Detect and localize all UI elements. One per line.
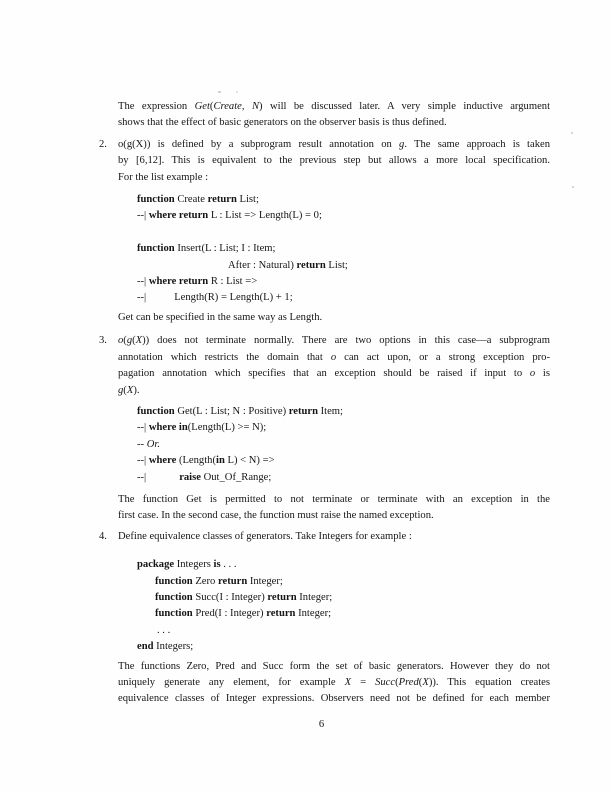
text-line: . . . — [157, 624, 171, 636]
text-line: annotation which restricts the domain that o can act upon, or a strong exception pro- — [118, 351, 550, 363]
list-item-4 — [99, 529, 550, 545]
document-body — [99, 99, 551, 708]
text-line: function Get(L : List; N : Positive) return Item; — [137, 405, 343, 417]
text-line: --| where return R : List => — [137, 276, 258, 288]
list-item-marker: 4. — [99, 530, 107, 542]
text-line: The functions Zero, Pred and Succ form the set of basic generators. However they do not — [118, 660, 550, 672]
text-line: --| raise Out_Of_Range; — [137, 471, 272, 483]
text-line: package Integers is . . . — [137, 559, 237, 571]
text-line: --| Length(R) = Length(L) + 1; — [137, 292, 293, 304]
text-line: The expression Get(Create, N) will be discussed later. A very simple inductive argument — [118, 101, 551, 112]
text-line: first case. In the second case, the function must raise the named exception. — [118, 510, 434, 522]
text-line: Get can be specified in the same way as Length. — [118, 311, 323, 323]
text-line: function Succ(I : Integer) return Integer; — [155, 591, 333, 603]
list-item-marker: 2. — [99, 138, 107, 150]
text-line: --| where (Length(in L) < N) => — [137, 455, 275, 467]
text-line: function Zero return Integer; — [155, 575, 283, 587]
text-line: function Insert(L : List; I : Item; — [137, 243, 276, 255]
text-line: uniquely generate any element, for example X = Succ(Pred(X)). This equation creates — [118, 677, 551, 688]
generators-paragraph — [118, 659, 550, 708]
page-number: 6 — [318, 719, 325, 730]
text-line: o(g(X)) does not terminate normally. There are two options in this case—a subprogram — [118, 335, 550, 347]
text-line: shows that the effect of basic generators on the observer basis is thus defined. — [118, 117, 447, 129]
list-item-2 — [99, 137, 550, 186]
get-note-paragraph — [118, 310, 550, 326]
text-line: For the list example : — [118, 171, 209, 183]
text-line: --| where in(Length(L) >= N); — [137, 422, 267, 434]
text-line: pagation annotation which specifies that an exception should be raised if input to o is — [118, 368, 550, 380]
text-line: The function Get is permitted to not terminate or terminate with an exception in the — [118, 493, 550, 505]
scan-speck — [236, 91, 238, 93]
text-line: end Integers; — [137, 641, 194, 653]
scan-speck — [218, 91, 221, 93]
code-block-create-insert — [137, 192, 550, 307]
text-line: function Create return List; — [137, 194, 259, 206]
scan-speck — [571, 132, 573, 134]
text-line — [137, 225, 550, 241]
text-line: function Pred(I : Integer) return Integer; — [155, 608, 332, 620]
text-line: equivalence classes of Integer expressions. Observers need not be defined for each member — [118, 693, 550, 705]
text-line: g(X). — [118, 384, 140, 396]
get-termination-paragraph — [118, 492, 550, 525]
text-line: -- Or. — [137, 438, 160, 450]
list-item-marker: 3. — [99, 335, 107, 347]
text-line: by [6,12]. This is equivalent to the previous step but allows a more local specification. — [118, 155, 550, 167]
text-line: Define equivalence classes of generators. Take Integers for example : — [118, 530, 412, 542]
intro-paragraph — [118, 99, 550, 132]
text-line: --| where return L : List => Length(L) = 0; — [137, 210, 322, 222]
code-block-get — [137, 404, 550, 486]
scan-speck — [572, 186, 574, 188]
text-line: o(g(X)) is defined by a subprogram result annotation on g. The same approach is taken — [118, 138, 550, 150]
list-item-3 — [99, 333, 550, 399]
text-line: After : Natural) return List; — [228, 259, 348, 271]
code-block-integers — [137, 557, 550, 655]
